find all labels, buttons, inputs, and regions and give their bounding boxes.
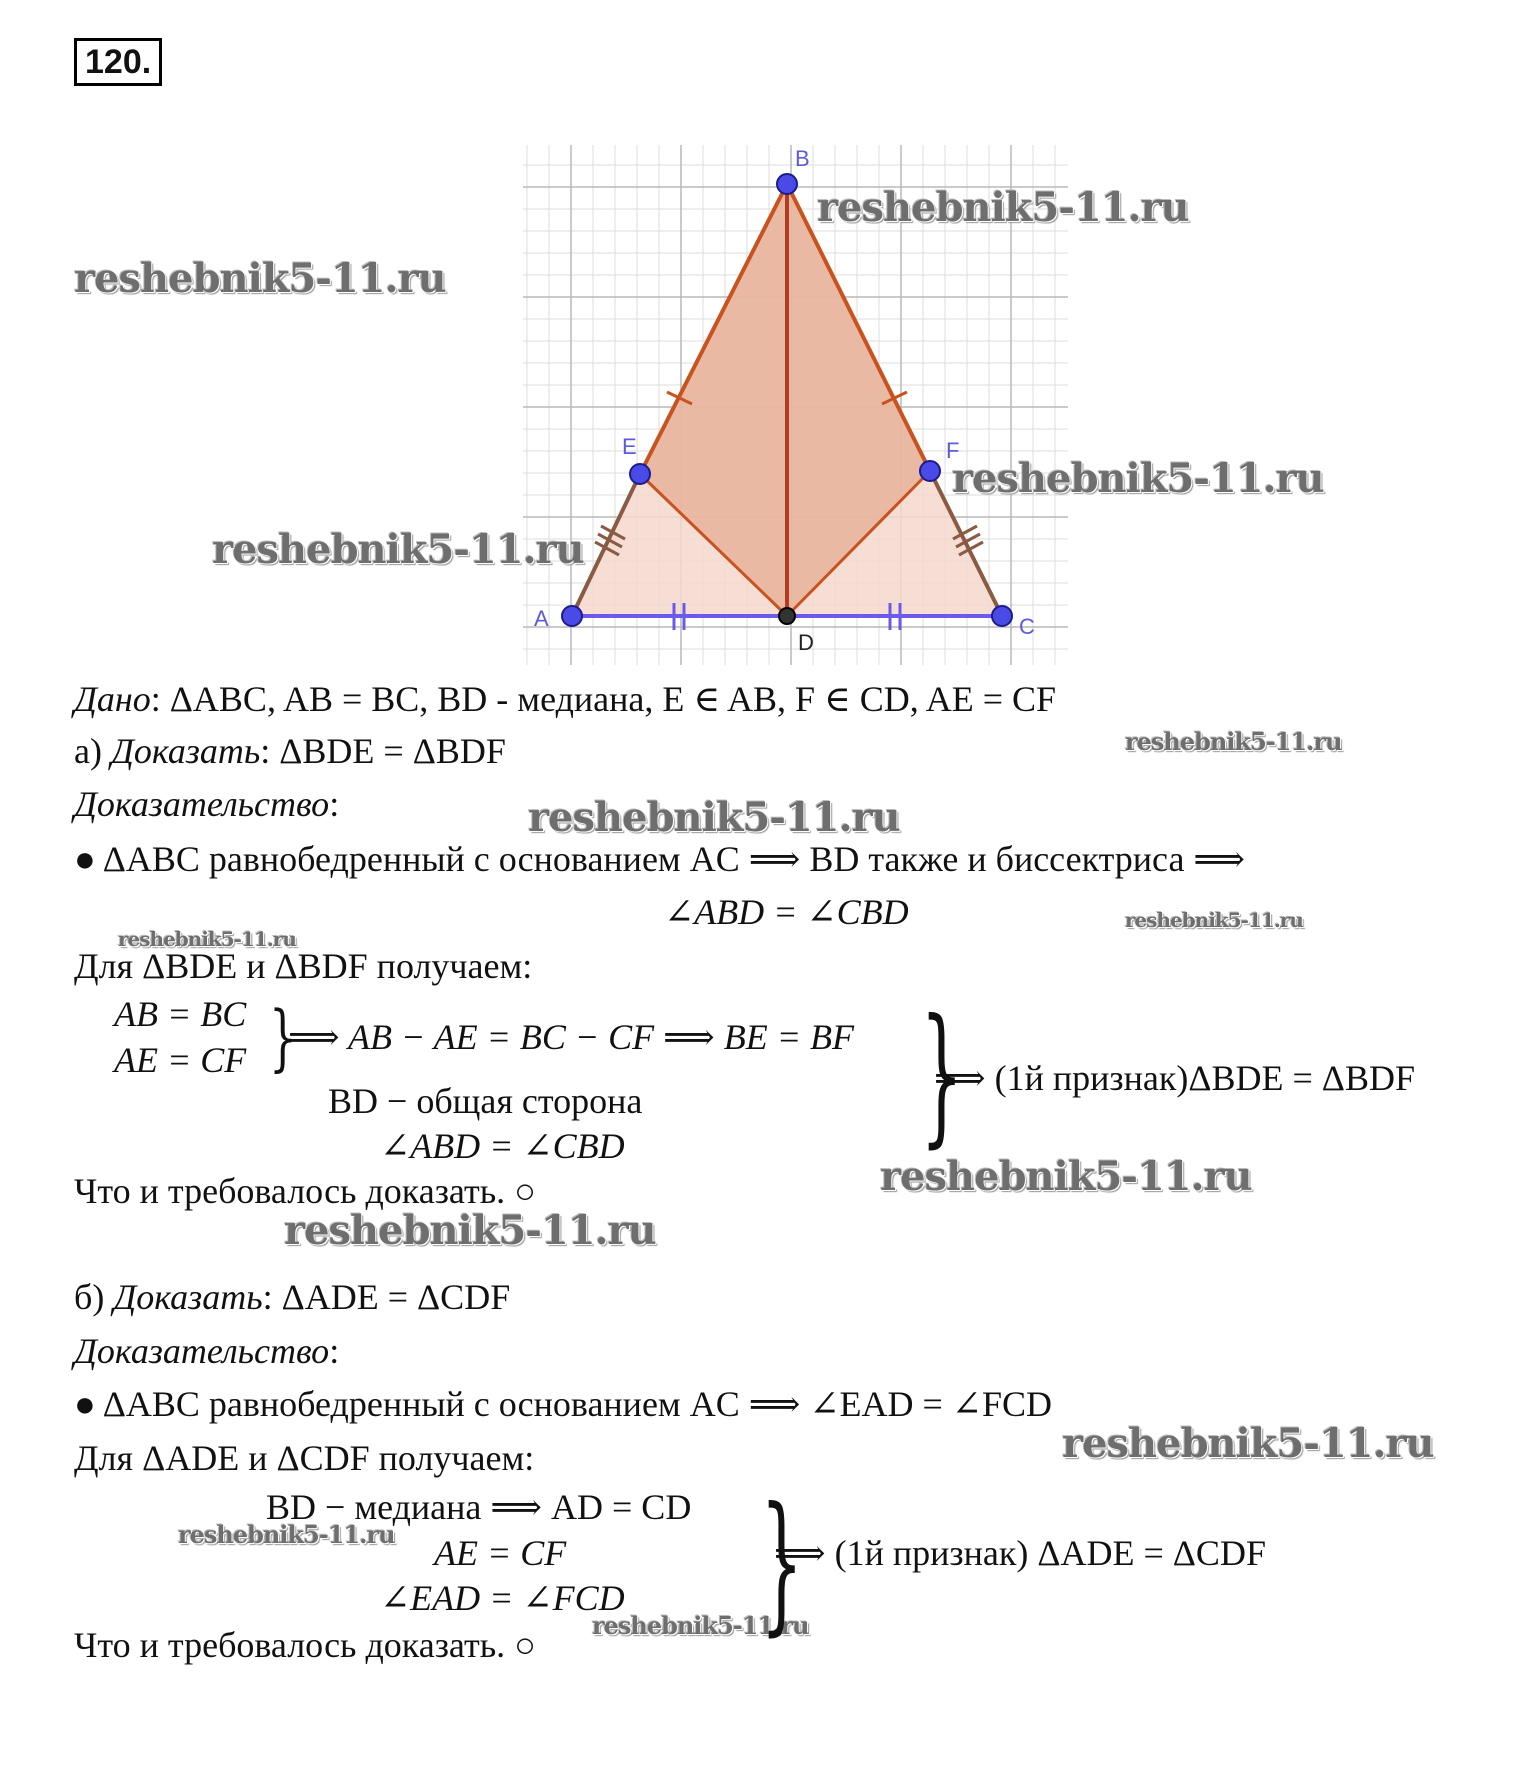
part-b-sys2: AE = CF: [434, 1533, 567, 1573]
given-text: : ΔABC, AB = BC, BD - медиана, E ∈ AB, F ∈ CD, AE = CF: [150, 679, 1057, 719]
watermark: reshebnik5-11.ru: [528, 794, 900, 841]
problem-number: 120.: [74, 38, 162, 86]
watermark: reshebnik5-11.ru: [1125, 908, 1303, 932]
part-a-prefix: а): [74, 731, 111, 771]
part-b-conclusion: ⟹ (1й признак) ΔADE = ΔCDF: [774, 1533, 1266, 1573]
watermark: reshebnik5-11.ru: [284, 1207, 656, 1254]
part-b-sys3: ∠EAD = ∠FCD: [380, 1578, 625, 1618]
label-a: A: [534, 606, 549, 631]
part-b-qed: Что и требовалось доказать. ○: [74, 1625, 536, 1665]
part-a-proof-heading: [74, 783, 339, 825]
part-b-for-line: Для ΔADE и ΔCDF получаем:: [74, 1438, 535, 1478]
watermark: reshebnik5-11.ru: [1062, 1420, 1434, 1467]
label-c: C: [1019, 614, 1035, 639]
part-a-sys2: AE = CF: [114, 1040, 247, 1080]
point-a: [562, 606, 582, 626]
part-b-prefix: б): [74, 1277, 114, 1317]
part-a-task: [74, 730, 506, 772]
part-a-sys4: ∠ABD = ∠CBD: [380, 1126, 625, 1166]
watermark: reshebnik5-11.ru: [1125, 727, 1342, 756]
point-b: [777, 174, 797, 194]
part-b-task-text: : ΔADE = ΔCDF: [262, 1277, 511, 1317]
proof-colon: :: [329, 784, 340, 824]
point-c: [992, 606, 1012, 626]
proof-label: Доказательство: [74, 784, 330, 824]
point-e: [630, 464, 650, 484]
part-a-bullet: ● ΔABC равнобедренный с основанием AC ⟹ BD также и биссектриса ⟹: [74, 839, 1246, 879]
part-b-task-label: Доказать: [113, 1277, 263, 1317]
given-label: Дано: [74, 679, 151, 719]
proof-colon: :: [329, 1331, 340, 1371]
triangle-diagram: [0, 0, 1532, 700]
part-b-bullet: ● ΔABC равнобедренный с основанием AC ⟹ ∠EAD = ∠FCD: [74, 1384, 1052, 1424]
watermark: reshebnik5-11.ru: [592, 1611, 809, 1640]
watermark: reshebnik5-11.ru: [817, 184, 1189, 231]
part-a-task-label: Доказать: [110, 731, 261, 771]
label-d: D: [798, 630, 814, 655]
part-a-qed: Что и требовалось доказать. ○: [74, 1171, 536, 1211]
label-b: B: [795, 146, 810, 171]
label-e: E: [622, 434, 637, 459]
point-f: [920, 461, 940, 481]
proof-label: Доказательство: [74, 1331, 330, 1371]
part-b-proof-heading: [74, 1330, 339, 1372]
right-brace-small: }: [269, 995, 297, 1079]
right-brace-large: }: [760, 1476, 804, 1650]
label-f: F: [946, 438, 960, 463]
part-a-task-text: : ΔBDE = ΔBDF: [260, 731, 506, 771]
watermark: reshebnik5-11.ru: [74, 255, 446, 302]
part-a-sys3: BD − общая сторона: [328, 1081, 643, 1121]
point-d: [779, 608, 795, 624]
part-a-conclusion: ⟹ (1й признак)ΔBDE = ΔBDF: [934, 1058, 1415, 1098]
given-line: [74, 678, 1056, 720]
watermark: reshebnik5-11.ru: [178, 1520, 395, 1549]
part-a-bullet-cont: ∠ABD = ∠CBD: [664, 892, 909, 932]
watermark: reshebnik5-11.ru: [212, 526, 584, 573]
watermark: reshebnik5-11.ru: [880, 1153, 1252, 1200]
part-a-sys1: AB = BC: [114, 994, 247, 1034]
watermark: reshebnik5-11.ru: [952, 455, 1324, 502]
watermark: reshebnik5-11.ru: [118, 927, 296, 951]
part-b-sys1: BD − медиана ⟹ AD = CD: [266, 1487, 692, 1527]
right-brace-large: }: [920, 988, 964, 1162]
part-b-task: [74, 1276, 510, 1318]
part-a-for-line: Для ΔBDE и ΔBDF получаем:: [74, 946, 533, 986]
part-a-sys-right: ⟹ AB − AE = BC − CF ⟹ BE = BF: [288, 1017, 855, 1057]
